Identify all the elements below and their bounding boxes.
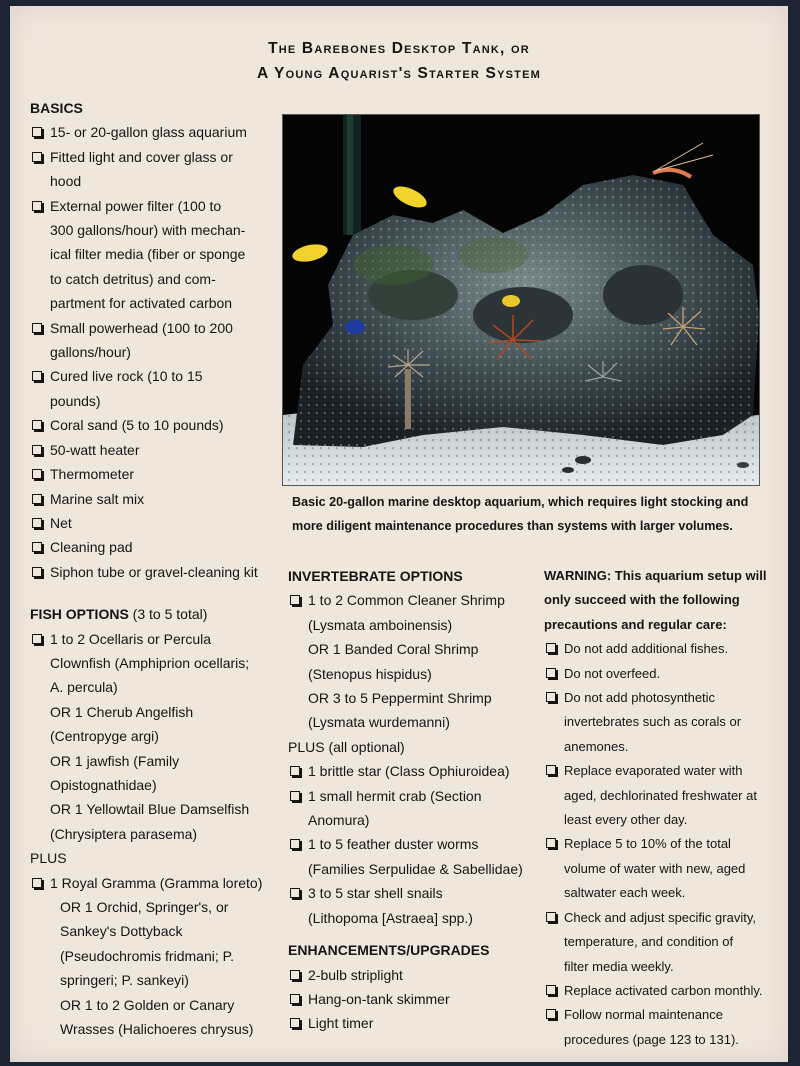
warning-item-line: Replace 5 to 10% of the total — [564, 836, 731, 852]
checkbox-icon — [32, 518, 42, 528]
checkbox-icon — [546, 985, 556, 995]
basics-item-line: Net — [50, 514, 72, 531]
warning-item — [544, 662, 780, 686]
warning-item-line: Do not add photosynthetic — [564, 690, 716, 706]
checkbox-icon — [546, 692, 556, 702]
basics-item — [30, 511, 290, 535]
basics-item-line: partment for activated carbon — [50, 295, 233, 312]
checkbox-icon — [32, 127, 42, 137]
fish-option-line — [30, 675, 290, 699]
invertebrate-option-line-text: OR 3 to 5 Peppermint Shrimp — [308, 690, 492, 707]
fish-option-line-text: Clownfish (Amphiprion ocellaris; — [50, 654, 250, 671]
fish-options-title: FISH OPTIONS — [30, 606, 129, 623]
warning-item-line: Replace evaporated water with — [564, 763, 743, 779]
basics-item-line: pounds) — [50, 392, 101, 409]
checkbox-icon — [290, 888, 300, 898]
checkbox-icon — [32, 469, 42, 479]
enhancement-item-text: Hang-on-tank skimmer — [308, 990, 450, 1007]
caption-line-2: more diligent maintenance procedures than systems with larger volumes. — [292, 519, 733, 533]
checkbox-icon — [32, 152, 42, 162]
checkbox-icon — [32, 634, 42, 644]
warning-item-line: Do not add additional fishes. — [564, 641, 729, 657]
warning-item-line: temperature, and condition of — [564, 934, 734, 950]
invertebrate-option-line — [288, 857, 538, 881]
checkbox-icon — [546, 838, 556, 848]
fish-options-heading — [30, 602, 290, 626]
fish-option-line — [30, 944, 290, 968]
basics-list — [30, 120, 290, 584]
checkbox-icon — [290, 1018, 300, 1028]
basics-item — [30, 316, 290, 365]
fish-option-line-text: Wrasses (Halichoeres chrysus) — [60, 1021, 254, 1038]
checkbox-icon — [546, 1009, 556, 1019]
basics-item — [30, 462, 290, 486]
fish-option-line — [30, 627, 290, 651]
fish-option-line-text: PLUS — [30, 850, 67, 867]
basics-item-line: 50-watt heater — [50, 441, 140, 458]
invertebrate-option-line-text: 1 to 2 Common Cleaner Shrimp — [308, 592, 505, 609]
basics-item-line: Marine salt mix — [50, 490, 145, 507]
basics-item-line: Small powerhead (100 to 200 — [50, 319, 233, 336]
right-column — [544, 564, 780, 1052]
left-column — [30, 96, 290, 1041]
checkbox-icon — [290, 839, 300, 849]
basics-heading: BASICS — [30, 100, 83, 116]
enhancement-item — [288, 1011, 538, 1035]
invertebrate-option-line — [288, 710, 538, 734]
invertebrate-options-heading: INVERTEBRATE OPTIONS — [288, 568, 463, 584]
fish-option-line — [30, 968, 290, 992]
basics-item-line: Fitted light and cover glass or — [50, 148, 233, 165]
invertebrate-option-line — [288, 808, 538, 832]
basics-item-line: Cured live rock (10 to 15 — [50, 368, 203, 385]
warning-item — [544, 637, 780, 661]
title-line-1: The Barebones Desktop Tank, or — [268, 40, 530, 57]
enhancement-item — [288, 963, 538, 987]
fish-option-line-text: OR 1 to 2 Golden or Canary — [60, 996, 235, 1013]
warning-item-line: invertebrates such as corals or — [564, 714, 742, 730]
fish-option-line — [30, 919, 290, 943]
warning-item-line: anemones. — [564, 738, 629, 754]
invertebrate-option-line-text: (Families Serpulidae & Sabellidae) — [308, 860, 523, 877]
invertebrate-option-line — [288, 735, 538, 759]
warning-item — [544, 832, 780, 905]
invertebrate-option-line — [288, 662, 538, 686]
warning-item — [544, 686, 780, 759]
invertebrate-option-line — [288, 881, 538, 905]
basics-item — [30, 487, 290, 511]
invertebrate-option-line — [288, 686, 538, 710]
invertebrate-options-list — [288, 588, 538, 930]
basics-item — [30, 120, 290, 144]
basics-item-line: 300 gallons/hour) with mechan- — [50, 222, 246, 239]
fish-option-line — [30, 993, 290, 1017]
basics-item — [30, 145, 290, 194]
enhancement-item-text: 2-bulb striplight — [308, 966, 403, 983]
fish-option-line-text: 1 to 2 Ocellaris or Percula — [50, 630, 212, 647]
fish-option-line — [30, 797, 290, 821]
fish-option-line-text: Opistognathidae) — [50, 776, 157, 793]
invertebrate-option-line-text: PLUS (all optional) — [288, 738, 405, 755]
aquarium-photo — [282, 114, 760, 486]
fish-option-line-text: (Chrysiptera parasema) — [50, 825, 198, 842]
fish-option-line-text: (Pseudochromis fridmani; P. — [60, 947, 235, 964]
invertebrate-option-line — [288, 906, 538, 930]
warning-item-line: saltwater each week. — [564, 885, 686, 901]
checkbox-icon — [290, 766, 300, 776]
basics-item-line: Thermometer — [50, 466, 135, 483]
warning-heading — [544, 564, 780, 588]
warning-item-line: filter media weekly. — [564, 958, 674, 974]
fish-option-line — [30, 1017, 290, 1041]
warning-item — [544, 759, 780, 832]
fish-option-line — [30, 749, 290, 773]
invertebrate-option-line-text: (Lithopoma [Astraea] spp.) — [308, 909, 473, 926]
checkbox-icon — [546, 912, 556, 922]
checkbox-icon — [290, 791, 300, 801]
warning-list — [544, 637, 780, 1052]
page-title — [10, 36, 788, 86]
warning-intro-line-2: precautions and regular care: — [544, 616, 727, 632]
basics-item-line: Coral sand (5 to 10 pounds) — [50, 417, 224, 434]
checkbox-icon — [290, 994, 300, 1004]
warning-item — [544, 979, 780, 1003]
checkbox-icon — [32, 878, 42, 888]
checkbox-icon — [290, 595, 300, 605]
fish-option-line — [30, 651, 290, 675]
warning-item-line: Do not overfeed. — [564, 665, 661, 681]
invertebrate-option-line-text: Anomura) — [308, 812, 370, 829]
checkbox-icon — [32, 494, 42, 504]
invertebrate-option-line-text: (Lysmata wurdemanni) — [308, 714, 450, 731]
basics-item — [30, 535, 290, 559]
invertebrate-option-line-text: 3 to 5 star shell snails — [308, 885, 443, 902]
warning-item-line: Check and adjust specific gravity, — [564, 909, 756, 925]
invertebrate-option-line-text: 1 to 5 feather duster worms — [308, 836, 479, 853]
basics-item — [30, 364, 290, 413]
invertebrate-option-line — [288, 759, 538, 783]
invertebrate-option-line — [288, 613, 538, 637]
fish-option-line — [30, 700, 290, 724]
fish-option-line — [30, 871, 290, 895]
enhancements-heading: ENHANCEMENTS/UPGRADES — [288, 942, 490, 959]
warning-item-line: least every other day. — [564, 812, 688, 828]
warning-item-line: Follow normal maintenance — [564, 1007, 723, 1023]
basics-item-line: gallons/hour) — [50, 344, 131, 361]
fish-option-line-text: springeri; P. sankeyi) — [60, 972, 189, 989]
fish-option-line — [30, 822, 290, 846]
invertebrate-option-line-text: 1 small hermit crab (Section — [308, 787, 482, 804]
checkbox-icon — [32, 323, 42, 333]
basics-item-line: ical filter media (fiber or sponge — [50, 246, 246, 263]
checkbox-icon — [32, 445, 42, 455]
invertebrate-option-line-text: (Stenopus hispidus) — [308, 665, 432, 682]
fish-option-line — [30, 846, 290, 870]
warning-label: WARNING: — [544, 568, 612, 583]
checkbox-icon — [546, 668, 556, 678]
warning-intro-line-1: only succeed with the following — [544, 592, 740, 608]
basics-item-line: External power filter (100 to — [50, 197, 222, 214]
invertebrate-option-line — [288, 637, 538, 661]
invertebrate-option-line-text: 1 brittle star (Class Ophiuroidea) — [308, 763, 510, 780]
warning-item — [544, 1003, 780, 1052]
fish-option-line — [30, 895, 290, 919]
enhancement-item — [288, 987, 538, 1011]
fish-option-line — [30, 773, 290, 797]
fish-option-line-text: (Centropyge argi) — [50, 728, 159, 745]
enhancements-list — [288, 963, 538, 1036]
basics-item-line: 15- or 20-gallon glass aquarium — [50, 124, 247, 141]
fish-option-line-text: A. percula) — [50, 679, 118, 696]
photo-caption — [292, 490, 762, 538]
fish-option-line-text: OR 1 Yellowtail Blue Damselfish — [50, 801, 250, 818]
fish-option-line-text: 1 Royal Gramma (Gramma loreto) — [50, 874, 263, 891]
invertebrate-option-line — [288, 832, 538, 856]
checkbox-icon — [32, 567, 42, 577]
title-line-2: A Young Aquarist's Starter System — [256, 65, 541, 82]
warning-heading-rest: This aquarium setup will — [611, 568, 767, 583]
warning-item-line: procedures (page 123 to 131). — [564, 1031, 739, 1047]
warning-item — [544, 906, 780, 979]
middle-column — [288, 564, 538, 1036]
basics-item — [30, 194, 290, 316]
invertebrate-option-line-text: (Lysmata amboinensis) — [308, 616, 453, 633]
checkbox-icon — [32, 201, 42, 211]
checkbox-icon — [546, 643, 556, 653]
basics-item-line: Siphon tube or gravel-cleaning kit — [50, 563, 258, 580]
caption-line-1: Basic 20-gallon marine desktop aquarium, which requires light stocking and — [292, 495, 749, 509]
checkbox-icon — [32, 420, 42, 430]
checkbox-icon — [290, 970, 300, 980]
checkbox-icon — [546, 765, 556, 775]
fish-option-line — [30, 724, 290, 748]
basics-item — [30, 413, 290, 437]
checkbox-icon — [32, 371, 42, 381]
fish-option-line-text: OR 1 Cherub Angelfish — [50, 703, 194, 720]
fish-option-line-text: OR 1 jawfish (Family — [50, 752, 180, 769]
warning-item-line: Replace activated carbon monthly. — [564, 982, 763, 998]
invertebrate-option-line-text: OR 1 Banded Coral Shrimp — [308, 641, 479, 658]
invertebrate-option-line — [288, 588, 538, 612]
basics-item-line: to catch detritus) and com- — [50, 270, 216, 287]
warning-item-line: aged, dechlorinated freshwater at — [564, 787, 757, 803]
fish-option-line-text: OR 1 Orchid, Springer's, or — [60, 899, 229, 915]
basics-item-line: hood — [50, 173, 82, 190]
fish-options-list — [30, 627, 290, 1042]
page — [10, 6, 788, 1062]
enhancement-item-text: Light timer — [308, 1015, 374, 1032]
fish-options-subtitle: (3 to 5 total) — [128, 606, 208, 623]
checkbox-icon — [32, 542, 42, 552]
basics-item-line: Cleaning pad — [50, 539, 133, 556]
warning-item-line: volume of water with new, aged — [564, 860, 746, 876]
invertebrate-option-line — [288, 784, 538, 808]
basics-item — [30, 560, 290, 584]
basics-item — [30, 438, 290, 462]
fish-option-line-text: Sankey's Dottyback — [60, 923, 183, 940]
